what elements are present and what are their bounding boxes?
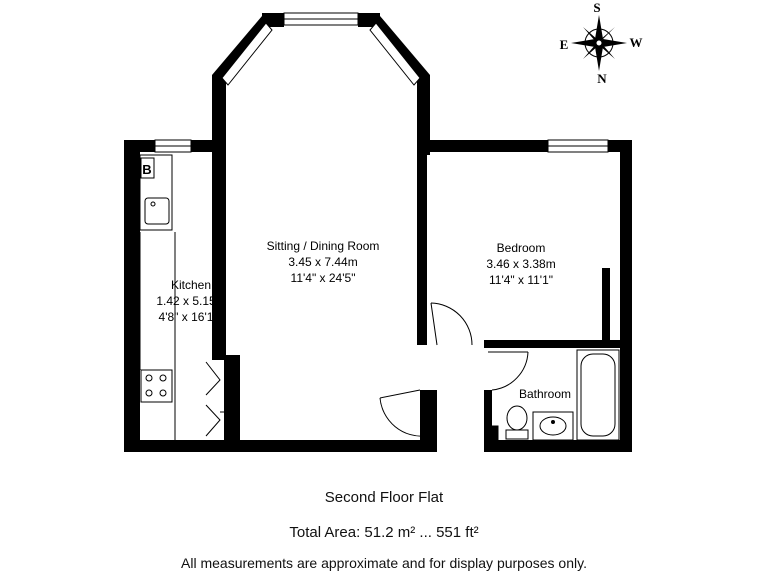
floor-title: Second Floor Flat xyxy=(324,489,444,506)
kitchen-imperial: 4'8" x 16'11" xyxy=(158,310,224,324)
bathroom-name: Bathroom xyxy=(518,387,572,401)
disclaimer: All measurements are approximate and for display purposes only. xyxy=(181,555,587,571)
bath xyxy=(577,350,619,440)
bedroom-imperial: 11'4" x 11'1" xyxy=(488,273,554,287)
hob xyxy=(141,370,172,402)
boiler-label: B xyxy=(142,162,152,177)
basin xyxy=(533,412,573,440)
compass-west: W xyxy=(629,35,643,50)
compass-south: S xyxy=(593,0,601,15)
compass-rose xyxy=(560,0,643,86)
doors xyxy=(206,303,528,436)
sink xyxy=(145,198,169,224)
toilet-cistern xyxy=(506,430,528,439)
bedroom-name: Bedroom xyxy=(496,241,546,255)
sitting-room-name: Sitting / Dining Room xyxy=(266,239,380,253)
toilet xyxy=(507,406,527,430)
kitchen-metric: 1.42 x 5.15m xyxy=(156,294,226,308)
kitchen-name: Kitchen xyxy=(170,278,212,292)
sitting-room-imperial: 11'4" x 24'5" xyxy=(290,271,356,285)
compass-north: N xyxy=(597,71,607,86)
bedroom-metric: 3.46 x 3.38m xyxy=(486,257,556,271)
compass-east: E xyxy=(559,37,569,52)
total-area: Total Area: 51.2 m² ... 551 ft² xyxy=(289,524,479,541)
sitting-room-metric: 3.45 x 7.44m xyxy=(288,255,358,269)
